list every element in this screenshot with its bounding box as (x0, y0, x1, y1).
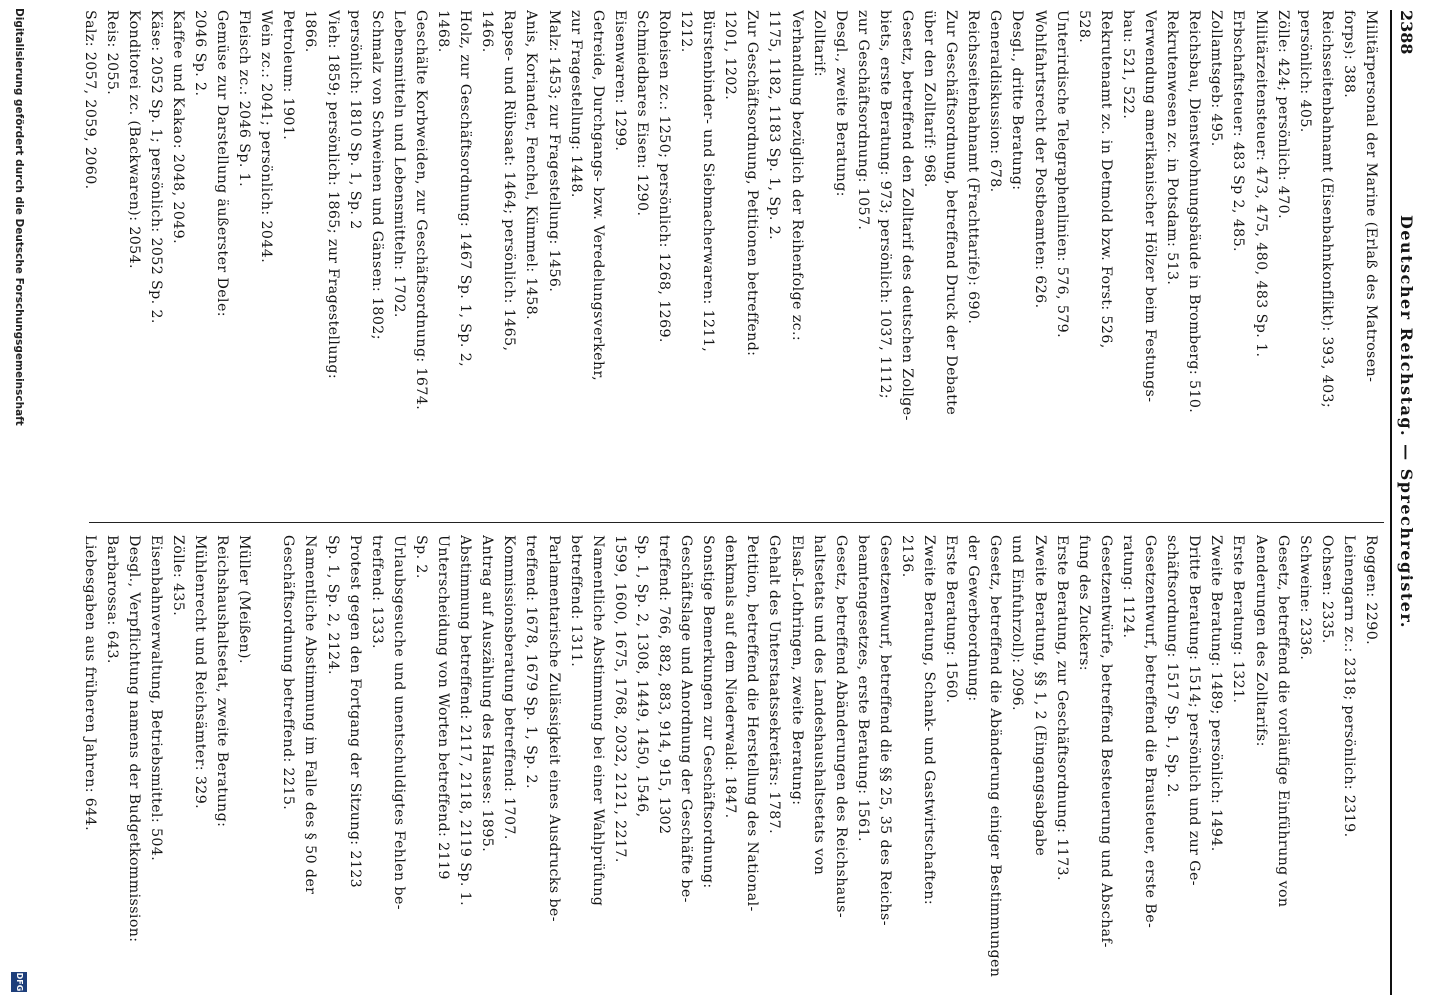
index-entry: Petition, betreffend die Herstellung des National- (744, 535, 761, 912)
index-entry: Zweite Beratung: 1489; persönlich: 1494. (1208, 535, 1225, 852)
dfg-logo: DFG (11, 972, 27, 992)
index-entry: 1212. (678, 10, 695, 53)
index-entry: denkmals auf dem Niederwald: 1847. (722, 535, 739, 819)
index-entry: Gesetz, betreffend den Zolltarif des deutschen Zollge- (899, 10, 916, 421)
index-entry: Vieh: 1859; persönlich: 1865; zur Fragestellung: (324, 10, 341, 380)
index-entry: und Einfuhrzoll): 2096. (1009, 535, 1026, 711)
index-entry: Eisenbahnverwaltung, Betriebsmittel: 504. (147, 535, 164, 862)
index-entry: Sp. 1, Sp. 2, 2124. (324, 535, 341, 675)
index-entry: Desgl., dritte Beratung: (1009, 10, 1026, 191)
page-header (1390, 10, 1422, 995)
index-entry: Gesetz, betreffend die Abänderung einiger Bestimmungen (987, 535, 1004, 978)
index-entry: 1175, 1182, 1183 Sp. 1, Sp. 2. (766, 10, 783, 241)
index-entry: Sp. 1, Sp. 2, 1308, 1449, 1450, 1546, (633, 535, 650, 818)
index-entry: Zur Geschäftsordnung, Petitionen betreffend: (744, 10, 761, 357)
index-entry: Verwendung amerikanischer Hölzer beim Festungs- (1142, 10, 1159, 403)
index-entry: Erste Beratung: 1321. (1230, 535, 1247, 704)
page-number: 2388 (1397, 10, 1416, 55)
index-entry: Zollamtsgeb: 495. (1208, 10, 1225, 147)
index-entry: Gesetz, betreffend die vorläufige Einführung von (1274, 535, 1291, 908)
index-entry: Gesetzentwürfe, betreffend Besteuerung und Abschaf- (1097, 535, 1114, 948)
index-entry: Parlamentarische Zulässigkeit eines Ausdrucks be- (545, 535, 562, 922)
index-entry: Protest gegen den Fortgang der Sitzung: 2123 (346, 535, 363, 889)
index-entry: Zur Geschäftsordnung, betreffend Druck der Debatte (943, 10, 960, 416)
index-entry: treffend: 1333. (368, 535, 385, 649)
index-entry: zur Fragestellung: 1448. (567, 10, 584, 198)
index-entry: 1866. (302, 10, 319, 53)
index-entry: Erbschaftsteuer: 483 Sp 2, 485. (1230, 10, 1247, 252)
index-entry: Zweite Beratung, §§ 1, 2 (Eingangsabgabe (1031, 535, 1048, 857)
index-entry: Holz, zur Geschäftsordnung: 1467 Sp. 1, Sp. 2, (457, 10, 474, 368)
index-entry: Schmiedbares Eisen: 1290. (633, 10, 650, 217)
index-entry: Bürstenbinder- und Siebmacherwaren: 1211, (700, 10, 717, 353)
index-entry: Mühlenrecht und Reichsämter: 329. (192, 535, 209, 810)
index-entry: Militärpersonal der Marine (Erlaß des Matrosen- (1363, 10, 1379, 383)
index-entry: Reichsseitenbahnamt (Eisenbahnkonflikt): 393, 403; (1318, 10, 1335, 409)
index-entry: fung des Zuckers: (1075, 535, 1092, 671)
index-entry: Zweite Beratung, Schank- und Gastwirtschaften: (921, 535, 938, 906)
index-entry: persönlich: 1810 Sp. 1, Sp. 2 (346, 10, 363, 230)
index-entry: Geschäftslage und Anordnung der Geschäfte be- (678, 535, 695, 903)
index-entry: Elsaß-Lothringen, zweite Beratung: (788, 535, 805, 806)
index-entry: Reichshaushaltsetat, zweite Beratung: (214, 535, 231, 828)
index-entry: 1466. (479, 10, 496, 53)
index-entry: Malz: 1453; zur Fragestellung: 1456. (545, 10, 562, 293)
index-entry: forps): 388. (1340, 10, 1357, 99)
index-entry: Antrag auf Auszählung des Hauses: 1895. (479, 535, 496, 853)
index-entry: Gemüse zur Darstellung äußerster Dele: (214, 10, 231, 317)
index-entry: Reis: 2055. (103, 10, 120, 96)
index-entry: 1201, 1202. (722, 10, 739, 101)
index-entry: Erste Beratung, zur Geschäftsordnung: 1173. (1053, 535, 1070, 881)
index-entry: Zölle: 435. (169, 535, 186, 617)
index-entry: haltsetats und des Landeshaushaltsetats von (810, 535, 827, 876)
index-entry (255, 535, 277, 1005)
index-entry: Ochsen: 2335. (1318, 535, 1335, 644)
index-entry: biets, erste Beratung: 973; persönlich: 1037, 1112; (876, 10, 893, 399)
index-entry: Gesetzentwurf, betreffend die §§ 25, 35 des Reichs- (876, 535, 893, 926)
index-entry: 1599, 1600, 1675, 1768, 2032, 2121, 2217. (611, 535, 628, 863)
index-entry: Fleisch zc.: 2046 Sp. 1. (236, 10, 253, 187)
index-entry: Sonstige Bemerkungen zur Geschäftsordnung: (700, 535, 717, 889)
index-entry: Petroleum: 1901. (280, 10, 297, 141)
column-divider (89, 522, 1384, 523)
index-entry: Roggen: 2290. (1363, 535, 1379, 646)
index-entry: Gehalt des Unterstaatssekretärs: 1787. (766, 535, 783, 834)
index-entry: Reichsseitenbahnamt (Frachttarife): 690. (965, 10, 982, 325)
index-entry: Lebensmitteln und Lebensmitteln: 1702. (390, 10, 407, 318)
index-entry: Schmalz von Schweinen und Gänsen: 1802; (368, 10, 385, 340)
index-entry: Geschälte Korbweiden, zur Geschäftsordnung: 1674. (412, 10, 429, 411)
header-rule (1390, 10, 1392, 995)
index-entry: Gesetz, betreffend Abänderungen des Reichshaus- (832, 535, 849, 919)
index-entry: persönlich: 405. (1296, 10, 1313, 133)
index-entry: Schweine: 2336. (1296, 535, 1313, 661)
index-entry: 2046 Sp. 2. (192, 10, 209, 97)
index-entry: Müller (Meißen). (236, 535, 253, 664)
index-entry: ratung: 1124. (1119, 535, 1136, 639)
index-entry: zur Geschäftsordnung: 1057. (854, 10, 871, 231)
index-entry: 528. (1075, 10, 1092, 44)
index-entry: Sp. 2. (412, 535, 429, 579)
running-title: Deutscher Reichstag. — Sprechregister. (1397, 215, 1416, 629)
index-entry: Unterscheidung von Worten betreffend: 2119 (435, 535, 452, 880)
index-entry: Wein zc.: 2041; persönlich: 2044. (258, 10, 275, 264)
index-entry: Unterirdische Telegraphenlinien: 576, 579. (1053, 10, 1070, 339)
index-entry: Abstimmung betreffend: 2117, 2118, 2119 Sp. 1. (457, 535, 474, 907)
index-entry: über den Zolltarif: 968. (921, 10, 938, 188)
index-entry: treffend: 1678, 1679 Sp. 1, Sp. 2. (523, 535, 540, 789)
index-entry: Anis, Koriander, Fenchel, Kümmel: 1458. (523, 10, 540, 321)
index-entry: Namentliche Abstimmung bei einer Wahlprüfung (589, 535, 606, 907)
index-entry: Eisenwaren: 1299. (611, 10, 628, 152)
index-entry: Käse: 2052 Sp. 1; persönlich: 2052 Sp. 2. (147, 10, 164, 324)
index-entry: Roheisen zc.: 1250; persönlich: 1268, 1269. (656, 10, 672, 343)
index-entry: bau: 521, 522. (1119, 10, 1136, 120)
index-entry: Rekrutenamt zc. in Detmold bzw. Forst: 526, (1097, 10, 1114, 349)
index-entry: Aenderungen des Zolltarifs: (1252, 535, 1269, 747)
index-entry: Urlaubsgesuche und unentschuldigtes Fehlen be- (390, 535, 407, 910)
index-entry: Erste Beratung: 1560. (943, 535, 960, 704)
index-entry: Salz: 2057, 2059, 2060. (82, 10, 98, 190)
left-column (82, 10, 1382, 515)
index-entry: Rekrutenwesen zc. in Potsdam: 513. (1164, 10, 1181, 286)
index-entry: schäftsordnung: 1517 Sp. 1, Sp. 2. (1164, 535, 1181, 798)
index-entry: Wohlfahrtsrecht der Postbeamten: 626. (1031, 10, 1048, 309)
index-entry: der Gewerbeordnung: (965, 535, 982, 702)
index-entry: Zölle: 424; persönlich: 470. (1274, 10, 1291, 219)
index-entry: Reichsbau, Dienstwohnungsbäude in Bromberg: 510. (1186, 10, 1203, 414)
index-entry: Konditorei zc. (Backwaren): 2054. (125, 10, 142, 269)
index-entry: Militärzeitensteuer: 473, 475, 480, 483 Sp. 1. (1252, 10, 1269, 358)
index-entry: Generaldiskussion: 678. (987, 10, 1004, 193)
index-entry: betreffend: 1311. (567, 535, 584, 668)
index-entry: Dritte Beratung: 1514; persönlich und zur Ge- (1186, 535, 1203, 886)
index-entry: Desgl., Verpflichtung namens der Budgetkommission: (125, 535, 142, 943)
index-entry: Gesetzentwurf, betreffend die Brausteuer, erste Be- (1142, 535, 1159, 929)
index-entry: Leinengarn zc.: 2318; persönlich: 2319. (1340, 535, 1357, 838)
index-entry: 2136. (899, 535, 916, 578)
index-entry: Verhandlung bezüglich der Reihenfolge zc.: (788, 10, 805, 342)
index-entry: 1468. (435, 10, 452, 53)
index-entry: Zolltarif: (810, 10, 827, 77)
index-entry: Desgl., zweite Beratung: (832, 10, 849, 197)
index-entry: Liebesgaben aus früheren Jahren: 644. (82, 535, 98, 831)
index-entry: treffend: 766, 882, 883, 914, 915, 1302 (656, 535, 672, 835)
index-entry: beamtengesetzes, erste Beratung: 1561. (854, 535, 871, 842)
digitization-credit: Digitalisierung gefördert durch die Deutsche Forschungsgemeinschaft (13, 8, 25, 426)
index-entry: Rapse- und Rübsaat: 1464; persönlich: 1465, (501, 10, 518, 352)
index-entry: Barbarossa: 643. (103, 535, 120, 664)
index-entry: Kommissionsberatung betreffend: 1707. (501, 535, 518, 840)
index-entry: Kaffee und Kakao: 2048, 2049. (169, 10, 186, 245)
index-entry: Namentliche Abstimmung im Falle des § 50 der (302, 535, 319, 895)
index-entry: Geschäftsordnung betreffend: 2215. (280, 535, 297, 811)
index-entry: Getreide, Durchgangs- bzw. Veredelungsverkehr, (589, 10, 606, 382)
right-column (82, 535, 1382, 1005)
